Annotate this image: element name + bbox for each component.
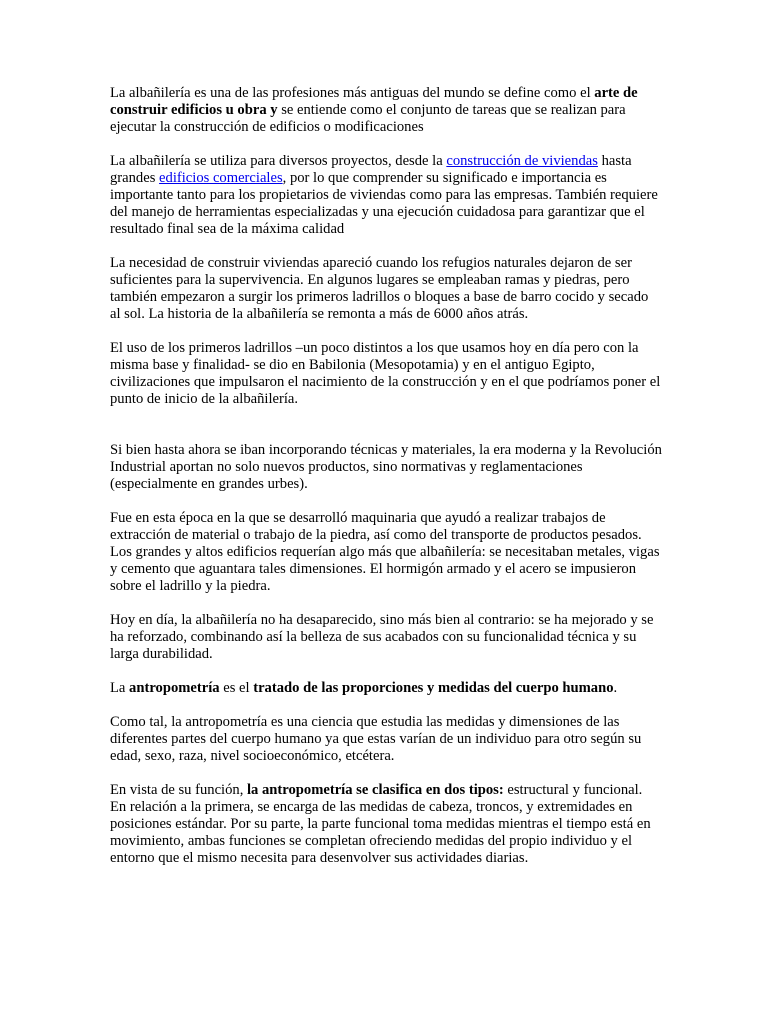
paragraph-modern-day: Hoy en día, la albañilería no ha desaparecido, sino más bien al contrario: se ha mejorado y se ha reforzado, combinando así la belleza de sus acabados con su funcionalidad técnica y su larga durabilidad. <box>110 612 654 662</box>
link-edificios-comerciales[interactable]: edificios comerciales <box>159 170 283 186</box>
paragraph-albanileria-uses <box>110 153 662 238</box>
link-construccion-viviendas[interactable]: construcción de viviendas <box>446 153 598 169</box>
text-run: hasta grandes <box>110 153 632 186</box>
paragraph-antropometria-science: Como tal, la antropometría es una ciencia que estudia las medidas y dimensiones de las diferentes partes del cuerpo humano ya que estas varían de un individuo para otro según su edad, sexo, raza, nivel socioeconómico, etcétera. <box>110 714 642 764</box>
bold-text: la antropometría se clasifica en dos tipos: <box>247 782 504 798</box>
text-run: . <box>613 680 618 696</box>
text-run: En vista de su función, <box>110 782 247 798</box>
bold-text: antropometría <box>129 680 220 696</box>
text-run: La albañilería se utiliza para diversos proyectos, desde la <box>110 153 447 169</box>
bold-text: arte de construir edificios u obra y <box>110 85 638 118</box>
paragraph-first-bricks: El uso de los primeros ladrillos –un poco distintos a los que usamos hoy en día pero con la misma base y finalidad- se dio en Babilonia (Mesopotamia) y en el antiguo Egipto, civilizaciones que impulsaron el nacimiento de la construcción y en el que podríamos poner el punto de inicio de la albañilería. <box>110 340 661 407</box>
text-run: , por lo que comprender su significado e importancia es importante tanto para los propietarios de viviendas como para las empresas. También requiere del manejo de herramientas especializadas y una ejecución cuidadosa para garantizar que el resultado final sea de la máxima calidad <box>110 170 658 237</box>
text-run: La albañilería es una de las profesiones más antiguas del mundo se define como el <box>110 85 595 101</box>
text-run: es el <box>219 680 254 696</box>
text-run: se entiende como el conjunto de tareas que se realizan para ejecutar la construcción de edificios o modificaciones <box>110 102 626 135</box>
text-run: La <box>110 680 130 696</box>
paragraph-albanileria-definition <box>110 85 662 136</box>
paragraph-industrial-revolution: Si bien hasta ahora se iban incorporando técnicas y materiales, la era moderna y la Revolución Industrial aportan no solo nuevos productos, sino normativas y reglamentaciones (especialmente en grandes urbes). <box>110 442 662 492</box>
paragraph-history-origin: La necesidad de construir viviendas apareció cuando los refugios naturales dejaron de ser suficientes para la supervivencia. En algunos lugares se empleaban ramas y piedras, pero también empezaron a surgir los primeros ladrillos o bloques a base de barro cocido y secado al sol. La historia de la albañilería se remonta a más de 6000 años atrás. <box>110 255 649 322</box>
paragraph-machinery-era: Fue en esta época en la que se desarrolló maquinaria que ayudó a realizar trabajos de extracción de material o trabajo de la piedra, así como del transporte de productos pesados. Los grandes y altos edificios requerían algo más que albañilería: se necesitaban metales, vigas y cemento que aguantara tales dimensiones. El hormigón armado y el acero se impusieron sobre el ladrillo y la piedra. <box>110 510 660 594</box>
paragraph-antropometria-types <box>110 782 662 867</box>
text-run: estructural y funcional. En relación a la primera, se encarga de las medidas de cabeza, troncos, y extremidades en posiciones estándar. Por su parte, la parte funcional toma medidas mientras el tiempo está en movimiento, ambas funciones se completan ofreciendo medidas del propio individuo y el entorno que el mismo necesita para desenvolver sus actividades diarias. <box>110 782 651 866</box>
bold-text: tratado de las proporciones y medidas del cuerpo humano <box>253 680 614 696</box>
document-body <box>110 85 662 884</box>
paragraph-antropometria-definition <box>110 680 662 697</box>
